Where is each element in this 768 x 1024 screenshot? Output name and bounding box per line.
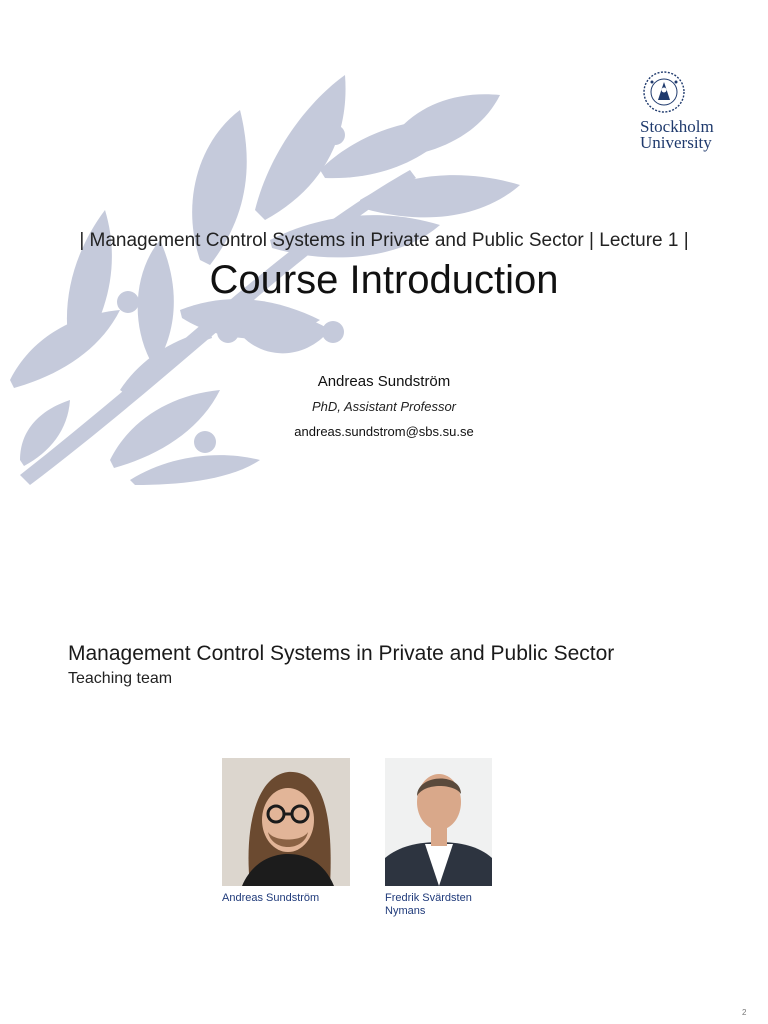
lecturer-email[interactable]: andreas.sundstrom@sbs.su.se (294, 424, 474, 439)
logo-line-1: Stockholm (640, 117, 714, 136)
lecture-line: | Management Control Systems in Private and Public Sector | Lecture 1 | (79, 230, 689, 251)
logo-line-2: University (640, 133, 712, 152)
team-member-name: Andreas Sundström (222, 892, 320, 904)
slide-title: Management Control Systems in Private and Public Sector (68, 642, 615, 665)
portrait-photo (385, 758, 492, 886)
title-slide (0, 0, 768, 500)
lecturer-name: Andreas Sundström (317, 373, 451, 390)
teaching-team-slide (0, 500, 768, 1024)
page-number: 2 (742, 1008, 747, 1017)
slide-subtitle: Teaching team (68, 670, 173, 687)
team-member-name-line-1: Fredrik Svärdsten (385, 892, 472, 904)
stockholm-university-logo (636, 70, 736, 160)
team-member-name-line-2: Nymans (385, 905, 426, 917)
stockholm-university-wordmark (640, 119, 714, 151)
team-member-name (385, 892, 495, 918)
stockholm-university-seal-icon (642, 70, 686, 114)
lecturer-role: PhD, Assistant Professor (311, 399, 456, 414)
team-member-card (385, 758, 535, 928)
portrait-photo (222, 758, 350, 886)
team-member-card (222, 758, 362, 918)
slide-title: Course Introduction (209, 258, 559, 302)
